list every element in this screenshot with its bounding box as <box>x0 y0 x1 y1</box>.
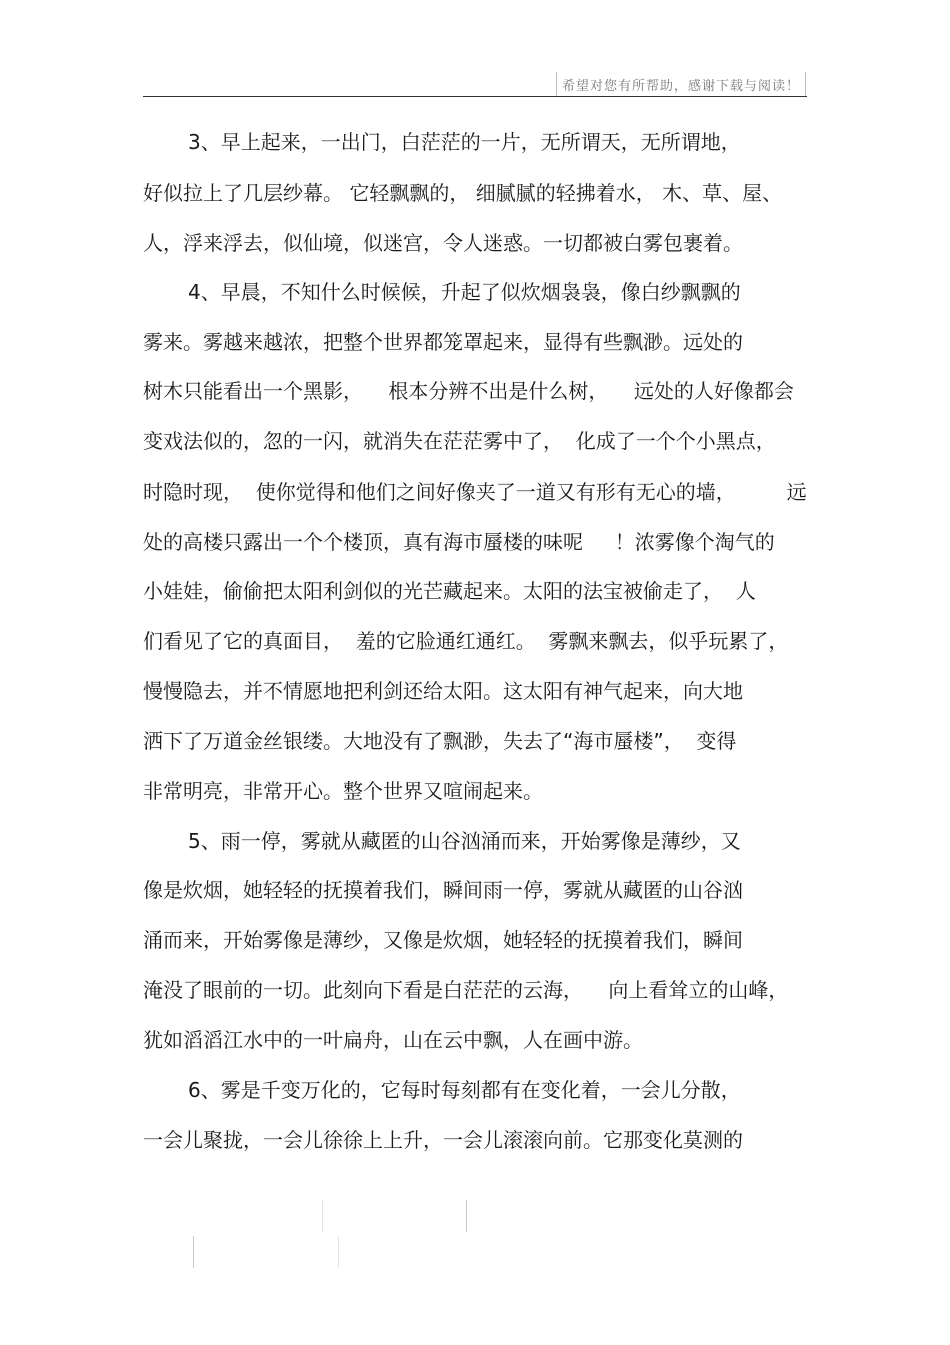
text-line: 6、雾是千变万化的，它每时每刻都有在变化着，一会儿分散， <box>188 1078 741 1102</box>
header-rule <box>143 96 807 97</box>
text-line: 处的高楼只露出一个个楼顶，真有海市蜃楼的味呢 ！浓雾像个淘气的 <box>143 530 775 554</box>
text-line: 好似拉上了几层纱幕。 它轻飘飘的， 细腻腻的轻拂着水， 木、草、屋、 <box>143 181 783 205</box>
scan-mark <box>193 1236 194 1268</box>
text-line: 树木只能看出一个黑影， 根本分辨不出是什么树， 远处的人好像都会 <box>143 379 794 403</box>
text-line: 小娃娃，偷偷把太阳利剑似的光芒藏起来。太阳的法宝被偷走了， 人 <box>143 579 756 603</box>
text-line: 们看见了它的真面目， 羞的它脸通红通红。 雾飘来飘去，似乎玩累了， <box>143 629 789 653</box>
text-line: 时隐时现， 使你觉得和他们之间好像夹了一道又有形有无心的墙， 远 <box>143 480 807 504</box>
text-line: 4、早晨，不知什么时候候，升起了似炊烟袅袅，像白纱飘飘的 <box>188 280 741 304</box>
text-line: 非常明亮，非常开心。整个世界又喧闹起来。 <box>143 779 543 803</box>
text-line: 洒下了万道金丝银缕。大地没有了飘渺，失去了“海市蜃楼”， 变得 <box>143 729 737 753</box>
text-line: 涌而来，开始雾像是薄纱，又像是炊烟，她轻轻的抚摸着我们，瞬间 <box>143 928 743 952</box>
text-line: 人，浮来浮去，似仙境，似迷宫，令人迷惑。一切都被白雾包裹着。 <box>143 231 743 255</box>
text-line: 一会儿聚拢，一会儿徐徐上上升，一会儿滚滚向前。它那变化莫测的 <box>143 1128 743 1152</box>
text-line: 淹没了眼前的一切。此刻向下看是白茫茫的云海， 向上看耸立的山峰， <box>143 978 789 1002</box>
text-line: 慢慢隐去，并不情愿地把利剑还给太阳。这太阳有神气起来，向大地 <box>143 679 743 703</box>
text-line: 3、早上起来，一出门，白茫茫的一片，无所谓天，无所谓地， <box>188 130 741 154</box>
header-tag: 希望对您有所帮助，感谢下载与阅读！ <box>556 72 806 96</box>
text-line: 5、雨一停，雾就从藏匿的山谷汹涌而来，开始雾像是薄纱，又 <box>188 829 741 853</box>
text-line: 像是炊烟，她轻轻的抚摸着我们，瞬间雨一停，雾就从藏匿的山谷汹 <box>143 878 743 902</box>
text-line: 犹如滔滔江水中的一叶扁舟，山在云中飘，人在画中游。 <box>143 1028 643 1052</box>
text-line: 雾来。雾越来越浓，把整个世界都笼罩起来，显得有些飘渺。远处的 <box>143 330 743 354</box>
text-line: 变戏法似的，忽的一闪，就消失在茫茫雾中了， 化成了一个个小黑点， <box>143 429 776 453</box>
scan-mark <box>322 1200 323 1232</box>
scan-mark <box>338 1236 339 1268</box>
scan-mark <box>466 1200 467 1232</box>
